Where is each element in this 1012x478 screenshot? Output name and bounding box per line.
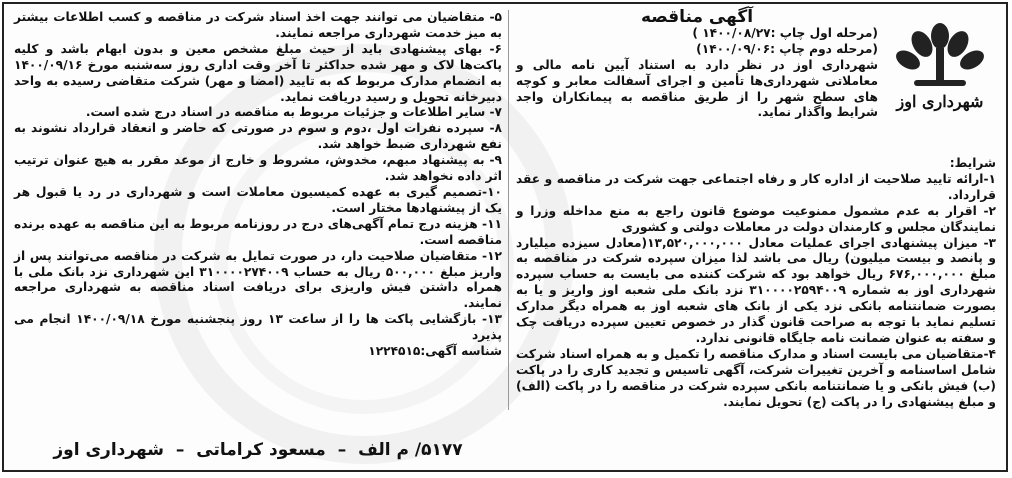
footer-signatory: مسعود کراماتی xyxy=(196,440,326,460)
logo-lettering: شهرداری اوز xyxy=(896,92,984,111)
condition-item-11: ۱۱- هزینه درج تمام آگهی‌های درج در روزنامه مربوط به این مناقصه به عهده برنده مناقصه است. xyxy=(14,216,502,247)
condition-item-10: ۱۰-تصمیم گیری به عهده کمیسیون معاملات است و شهرداری در رد یا قبول هر یک از پیشنهادها مختار است. xyxy=(14,184,502,215)
notice-footer xyxy=(14,440,502,460)
condition-item-3: ۳- میزان پیشنهادی اجرای عملیات معادل ۱۳,۵۲۰,۰۰۰,۰۰۰(معادل سیزده میلیارد و پانصد و بیست میلیون) ریال می باشد لذا میزان سپرده شرکت در مناقصه به مبلغ ۶۷۶,۰۰۰,۰۰۰ ریال خواهد بود که شرکت کننده می بایست به حساب سپرده شهرداری اوز به شماره ۳۱۰۰۰۰۲۵۹۴۰۰۹ نزد بانک ملی شعبه اوز واریز و یا به بصورت ضمانتنامه بانکی نزد یکی از بانک های شعبه اوز به همراه دیگر مدارک تسلیم نماید با توجه به صراحت قانون گذار در خصوص تعیین سپرده دریافت چک و سفته به عنوان ضمانت نامه جایگاه قانونی ندارد. xyxy=(516,235,996,345)
condition-item-5: ۵- متقاضیان می توانند جهت اخذ اسناد شرکت در مناقصه و کسب اطلاعات بیشتر به میز خدمت شهرداری مراجعه نمایند. xyxy=(14,10,502,40)
tree-emblem-icon xyxy=(884,22,996,92)
column-divider xyxy=(508,10,509,410)
conditions-title: شرایط: xyxy=(949,156,996,170)
tender-notice-page xyxy=(2,2,1008,472)
first-print-date: (مرحله اول چاپ :۱۴۰۰/۰۸/۲۷ ) xyxy=(692,25,878,40)
condition-item-7: ۷- سایر اطلاعات و جزئیات مربوط به مناقصه در اسناد درج شده است. xyxy=(85,105,502,120)
condition-item-4: ۴-متقاضیان می بایست اسناد و مدارک مناقصه را تکمیل و به همراه اسناد شرکت شامل اساسنامه و آخرین تغییرات شرکت، آگهی تاسیس و تجدید کاری را در پاکت (ب) فیش بانکی و یا ضمانتنامه بانکی سپرده شرکت در مناقصه را در پاکت (الف) و مبلغ پیشنهادی را در پاکت (ج) تحویل نمایند. xyxy=(516,346,996,409)
second-print-date: (مرحله دوم چاپ :۱۴۰۰/۰۹/۰۶) xyxy=(696,41,878,56)
condition-item-12: ۱۲- متقاضیان صلاحیت دار، در صورت تمایل به شرکت در مناقصه می‌توانند پس از واریز مبلغ ۵۰۰,۰۰۰ ریال به حساب ۳۱۰۰۰۰۲۷۴۰۰۹ این شهرداری نزد بانک ملی با همراه داشتن فیش واریزی برای دریافت اسناد مناقصه به شهرداری مراجعه نمایند. xyxy=(14,248,502,311)
condition-item-6: ۶- بهای پیشنهادی باید از حیث مبلغ مشخص معین و بدون ابهام باشد و کلیه پاکت‌ها لاک و مهر شده حداکثر تا آخر وقت اداری روز سه‌شنبه مورخ ۱۴۰۰/۰۹/۱۶ به انضمام مدارک مربوط که به تایید (امضا و مهر) شرکت متقاضی رسیده به واحد دبیرخانه تحویل و رسید دریافت نماید. xyxy=(14,41,502,104)
footer-separator: – xyxy=(337,440,347,460)
municipality-logo xyxy=(884,22,996,122)
condition-item-1: ۱-ارائه تایید صلاحیت از اداره کار و رفاه اجتماعی جهت شرکت در مناقصه و عقد قرارداد. xyxy=(516,171,996,202)
footer-code: ۵۱۷۷/ م الف xyxy=(358,440,463,460)
left-column xyxy=(14,10,502,360)
notice-header xyxy=(516,7,996,150)
condition-item-9: ۹- به پیشنهاد مبهم، مخدوش، مشروط و خارج از موعد مقرر به هیچ عنوان ترتیب اثر داده نخواهد شد. xyxy=(14,153,502,184)
notice-title: آگهی مناقصه xyxy=(640,7,754,27)
notice-intro: شهرداری اوز در نظر دارد به استناد آیین نامه مالی و معاملاتی شهرداری‌ها تأمین و اجرای آسفالت معابر و کوچه های سطح شهر را از طریق مناقصه به پیمانکاران واجد شرایط واگذار نماید. xyxy=(516,57,878,120)
condition-item-2: ۲- اقرار به عدم مشمول ممنوعیت موضوع قانون راجع به منع مداخله وزرا و نمایندگان مجلس و کارمندان دولت در معاملات دولتی و کشوری xyxy=(516,203,996,234)
right-column xyxy=(516,7,996,411)
footer-separator: – xyxy=(175,440,185,460)
condition-item-8: ۸- سپرده نفرات اول ،دوم و سوم در صورتی که حاضر و انعقاد قرارداد نشوند به نفع شهرداری ضبط خواهد شد. xyxy=(14,121,502,152)
ad-identifier: شناسه آگهی:۱۲۲۴۵۱۵ xyxy=(368,344,502,359)
footer-organization: شهرداری اوز xyxy=(53,440,164,460)
condition-item-13: ۱۳- بازگشایی پاکت ها را از ساعت ۱۳ روز پنجشنبه مورخ ۱۴۰۰/۰۹/۱۸ انجام می پذیرد xyxy=(14,312,502,343)
notice-intro-block xyxy=(516,7,878,121)
